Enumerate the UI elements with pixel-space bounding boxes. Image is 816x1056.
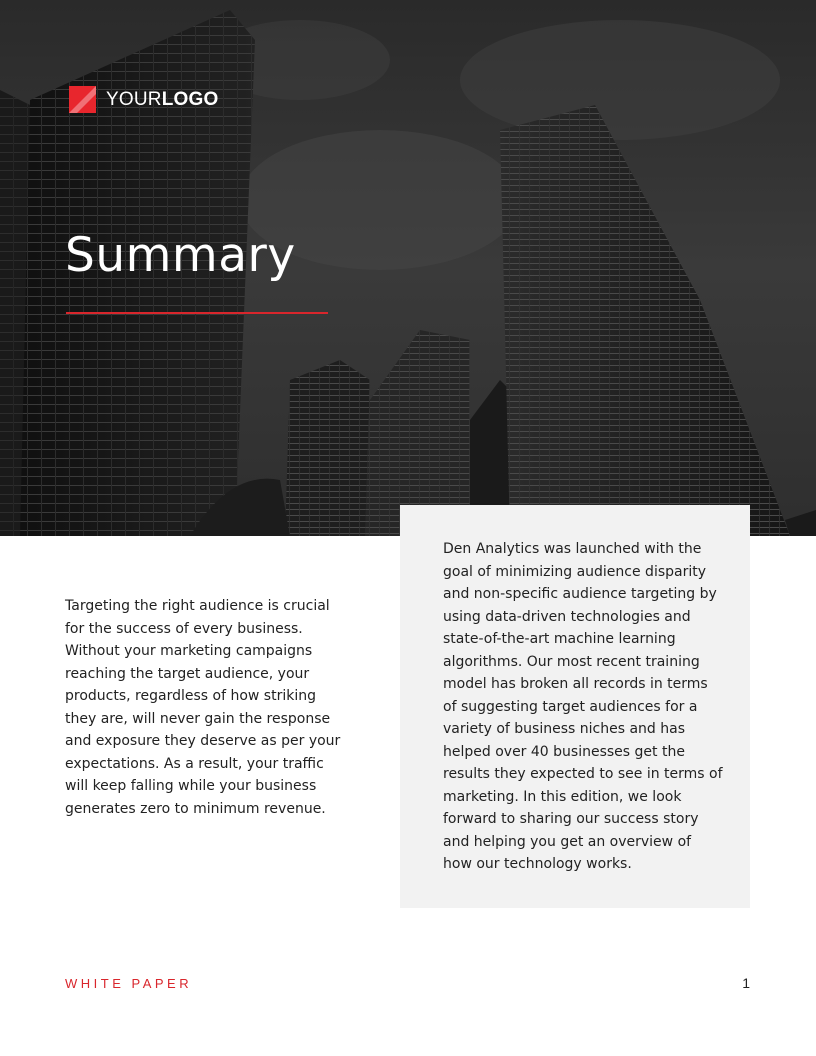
highlight-box xyxy=(400,505,750,908)
logo-text xyxy=(106,89,218,111)
footer-label: WHITE PAPER xyxy=(65,976,193,991)
logo-mark-icon xyxy=(69,86,96,113)
page-number: 1 xyxy=(742,975,750,991)
left-column-paragraph: Targeting the right audience is crucial for the success of every business. Without your marketing campaigns reaching the target audience, your products, regardless of how striking they are, will never gain the response and exposure they deserve as per your expectations. As a result, your traffic will keep falling while your business generates zero to minimum revenue. xyxy=(65,598,341,817)
page-title: Summary xyxy=(65,228,296,283)
logo-text-bold: LOGO xyxy=(161,88,219,110)
title-underline xyxy=(66,312,328,314)
highlight-box-paragraph: Den Analytics was launched with the goal of minimizing audience disparity and non-specific audience targeting by using data-driven technologies and state-of-the-art machine learning algorithms. Our most recent training model has broken all records in terms of suggesting target audiences for a variety of business niches and has helped over 40 businesses get the results they expected to see in terms of marketing. In this edition, we look forward to sharing our success story and helping you get an overview of how our technology works. xyxy=(443,541,723,872)
logo xyxy=(69,86,218,113)
logo-text-regular: YOUR xyxy=(106,88,162,110)
